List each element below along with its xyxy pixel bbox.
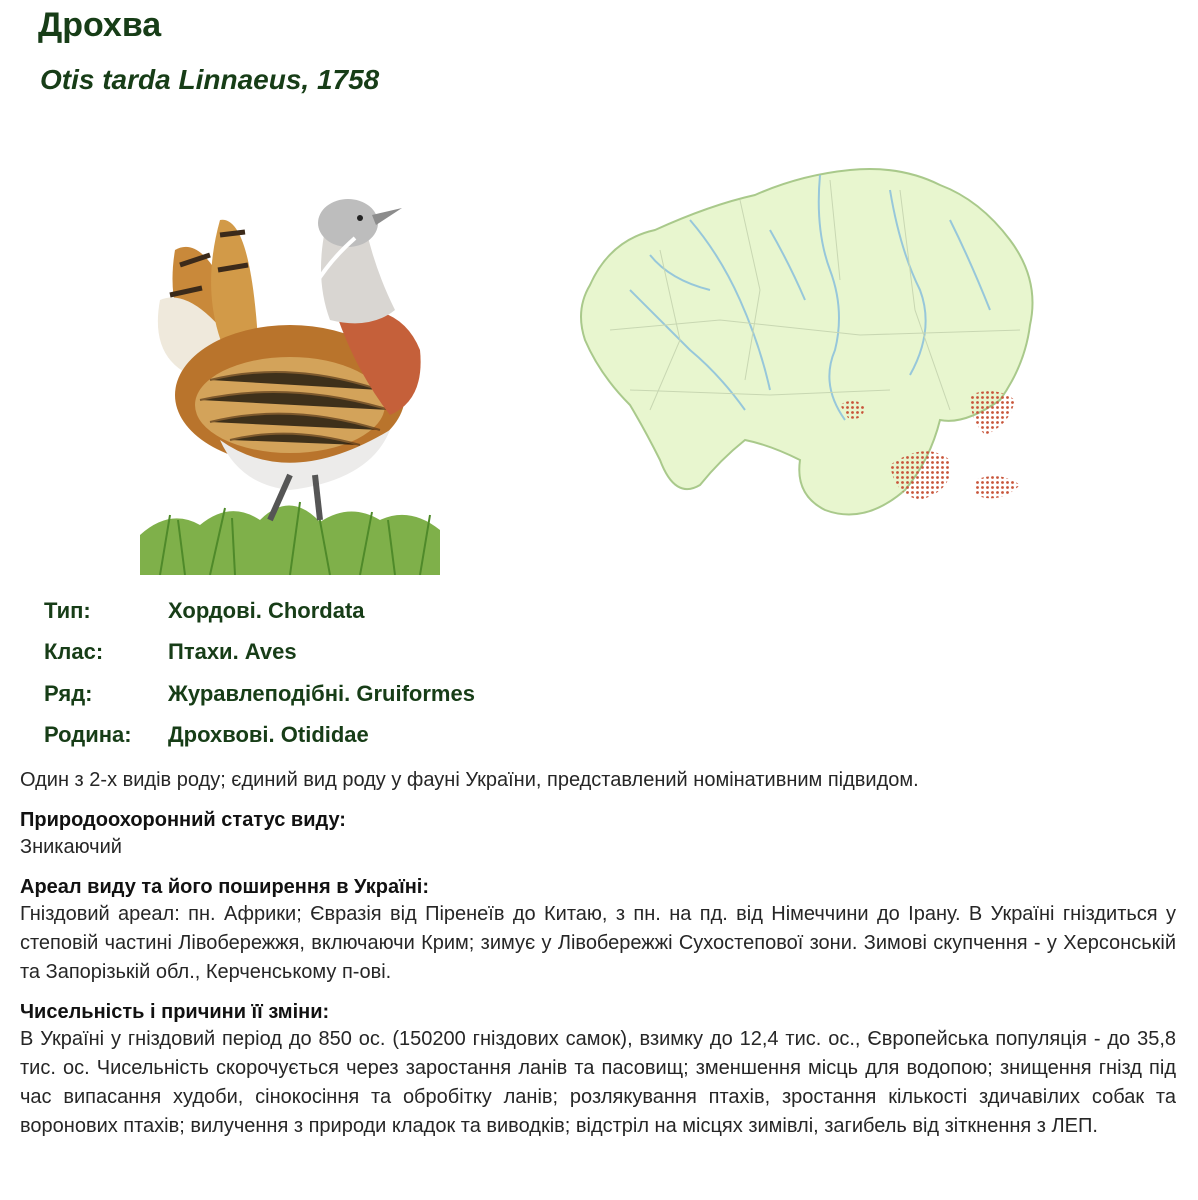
- taxonomy-table: [44, 590, 475, 756]
- taxonomy-row-order: [44, 673, 475, 715]
- taxonomy-key: Клас:: [44, 639, 104, 665]
- bird-illustration: [140, 190, 440, 575]
- section-population: [20, 999, 1176, 1141]
- species-description: [20, 766, 1176, 1141]
- taxonomy-value: Хордові. Chordata: [168, 597, 365, 623]
- taxonomy-row-class: [44, 632, 475, 674]
- taxonomy-key: Тип:: [44, 597, 91, 623]
- section-body: В Україні у гніздовий період до 850 ос. (150200 гніздових самок), взимку до 12,4 тис. ос., Європейська популяція - до 35,8 тис. ос. Чисельність скорочується через заростання ланів та пасовищ; зменшення місць для водопою; знищення гнізд під час випасання худоби, сінокосіння та обробітку ланів; розлякування птахів, зростання кількості здичавілих собак та воронових птахів; вилучення з природи кладок та виводків; відстріл на місцях зимівлі, загибель від зіткнення з ЛЕП.: [20, 1028, 1176, 1137]
- range-area-4: [975, 476, 1020, 498]
- distribution-map: [570, 160, 1050, 545]
- taxonomy-row-family: [44, 715, 475, 757]
- intro-text: Один з 2-х видів роду; єдиний вид роду у фауні України, представлений номінативним підвидом.: [20, 769, 919, 791]
- taxonomy-value: Дрохвові. Otididae: [168, 722, 369, 748]
- section-body: Зникаючий: [20, 836, 122, 858]
- taxonomy-row-type: [44, 590, 475, 632]
- section-title: Чисельність і причини її зміни:: [20, 1001, 330, 1023]
- section-status: [20, 807, 1176, 862]
- section-title: Природоохоронний статус виду:: [20, 809, 346, 831]
- section-body: Гніздовий ареал: пн. Африки; Євразія від Піренеїв до Китаю, з пн. на пд. від Німеччини до Ірану. В Україні гніздиться у степовій частині Лівобережжя, включаючи Крим; зимує у Лівобережжі Сухостепової зони. Зимові скупчення - у Херсонській та Запорізькій обл., Керченському п-ові.: [20, 903, 1176, 983]
- species-latin-name: Otis tarda Linnaeus, 1758: [40, 64, 380, 95]
- taxonomy-value: Птахи. Aves: [168, 639, 297, 665]
- section-title: Ареал виду та його поширення в Україні:: [20, 876, 429, 898]
- species-common-name: Дрохва: [38, 6, 162, 44]
- section-range: [20, 874, 1176, 987]
- range-area-2: [970, 391, 1015, 435]
- taxonomy-key: Ряд:: [44, 680, 93, 706]
- taxonomy-value: Журавлеподібні. Gruiformes: [168, 680, 475, 706]
- taxonomy-key: Родина:: [44, 722, 132, 748]
